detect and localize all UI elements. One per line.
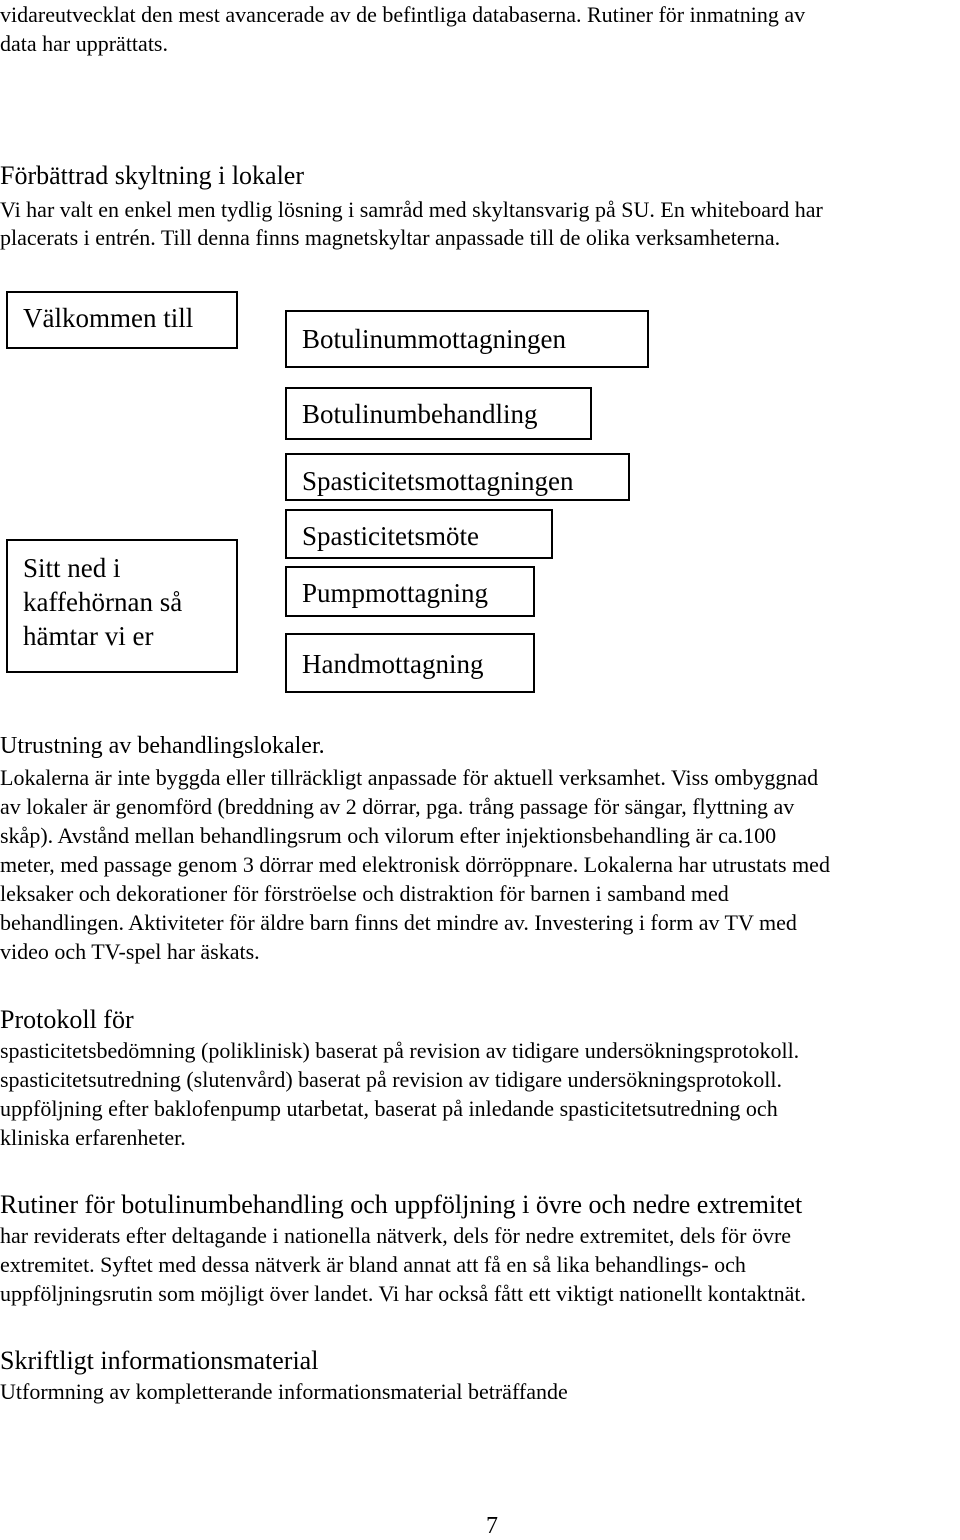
utrustning-line-2: av lokaler är genomförd (breddning av 2 dörrar, pga. trång passage för sängar, flyttning av [0,794,795,819]
utrustning-line-3: skåp). Avstånd mellan behandlingsrum och vilorum efter injektionsbehandling är ca.100 [0,823,777,848]
rutiner-heading: Rutiner för botulinumbehandling och uppföljning i övre och nedre extremitet [0,1190,803,1219]
wait-sign-line-2: kaffehörnan så [23,587,183,617]
protokoll-line-1: spasticitetsbedömning (poliklinisk) baserat på revision av tidigare undersökningsprotokoll. [0,1038,800,1063]
page-number: 7 [486,1513,498,1539]
rutiner-line-3: uppföljningsrutin som möjligt över landet. Vi har också fått ett viktigt nationellt kontaktnät. [0,1281,807,1306]
wait-sign [6,539,238,673]
wait-sign-line-3: hämtar vi er [23,621,154,651]
welcome-sign: Välkommen till [6,291,238,349]
utrustning-line-5: leksaker och dekorationer för förströelse och distraktion för barnen i samband med [0,881,729,906]
skyltning-line-2: placerats i entrén. Till denna finns magnetskyltar anpassade till de olika verksamheterna. [0,225,781,250]
skriftligt-line-1: Utformning av kompletterande informationsmaterial beträffande [0,1379,568,1404]
unit-sign-handmottagning: Handmottagning [285,633,535,693]
utrustning-line-1: Lokalerna är inte byggda eller tillräckligt anpassade för aktuell verksamhet. Viss ombyggnad [0,765,819,790]
utrustning-line-7: video och TV-spel har äskats. [0,939,260,964]
skyltning-heading: Förbättrad skyltning i lokaler [0,161,305,190]
unit-sign-spasticitetsmottagningen: Spasticitetsmottagningen [285,453,630,501]
protokoll-heading: Protokoll för [0,1005,134,1034]
unit-sign-botulinumbehandling: Botulinumbehandling [285,387,592,440]
unit-sign-botulinummottagningen: Botulinummottagningen [285,310,649,368]
utrustning-line-4: meter, med passage genom 3 dörrar med elektronisk dörröppnare. Lokalerna har utrustats med [0,852,830,877]
rutiner-line-2: extremitet. Syftet med dessa nätverk är bland annat att få en så lika behandlings- och [0,1252,746,1277]
intro-line-1: vidareutvecklat den mest avancerade av de befintliga databaserna. Rutiner för inmatning av [0,2,806,27]
skyltning-line-1: Vi har valt en enkel men tydlig lösning i samråd med skyltansvarig på SU. En whiteboard har [0,197,823,222]
utrustning-heading: Utrustning av behandlingslokaler. [0,733,325,759]
wait-sign-line-1: Sitt ned i [23,553,121,583]
rutiner-line-1: har reviderats efter deltagande i nationella nätverk, dels för nedre extremitet, dels för övre [0,1223,792,1248]
utrustning-line-6: behandlingen. Aktiviteter för äldre barn finns det mindre av. Investering i form av TV med [0,910,797,935]
protokoll-line-2: spasticitetsutredning (slutenvård) baserat på revision av tidigare undersökningsprotokoll. [0,1067,783,1092]
skriftligt-heading: Skriftligt informationsmaterial [0,1346,319,1375]
protokoll-line-4: kliniska erfarenheter. [0,1125,186,1150]
unit-sign-spasticitetsmote: Spasticitetsmöte [285,509,553,559]
protokoll-line-3: uppföljning efter baklofenpump utarbetat, baserat på inledande spasticitetsutredning och [0,1096,778,1121]
unit-sign-pumpmottagning: Pumpmottagning [285,566,535,617]
intro-line-2: data har upprättats. [0,31,168,56]
